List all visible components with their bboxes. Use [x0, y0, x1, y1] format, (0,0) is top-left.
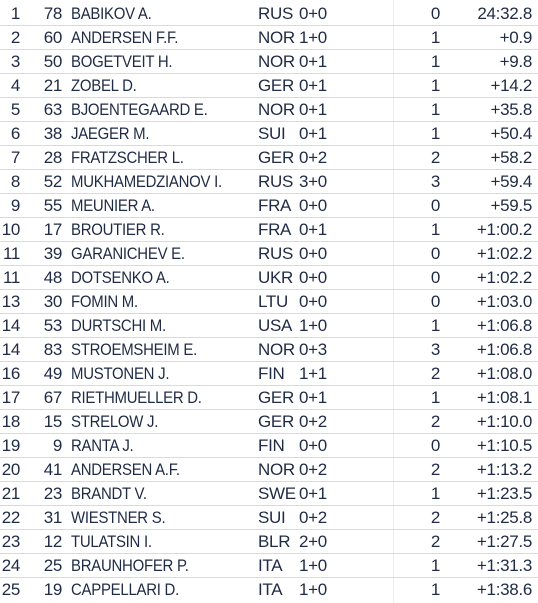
penalty-count: 1	[430, 52, 440, 71]
finish-time: +58.2	[490, 148, 532, 167]
finish-time: +50.4	[490, 124, 532, 143]
athlete-name: BABIKOV A.	[71, 4, 152, 23]
athlete-name: RIETHMUELLER D.	[71, 388, 202, 407]
bib-cell: 39	[43, 244, 62, 263]
nation-code: GER	[258, 148, 294, 167]
nation-code: GER	[258, 388, 294, 407]
finish-time: +59.4	[490, 172, 532, 191]
finish-time: +0.9	[499, 28, 532, 47]
shooting-score: 0+1	[299, 52, 327, 71]
bib-cell: 49	[43, 364, 62, 383]
rank-cell: 17	[1, 388, 20, 407]
rank-cell: 5	[10, 100, 20, 119]
penalty-count: 2	[430, 508, 440, 527]
shooting-score: 0+2	[299, 412, 327, 431]
table-row	[0, 410, 538, 434]
shooting-score: 0+3	[299, 340, 327, 359]
penalty-count: 0	[430, 292, 440, 311]
nation-code: RUS	[258, 244, 293, 263]
bib-cell: 52	[43, 172, 62, 191]
nation-code: NOR	[258, 340, 295, 359]
table-row	[0, 2, 538, 26]
shooting-score: 0+1	[299, 220, 327, 239]
penalty-count: 1	[430, 484, 440, 503]
shooting-score: 0+1	[299, 124, 327, 143]
shooting-score: 0+1	[299, 76, 327, 95]
table-row	[0, 122, 538, 146]
finish-time: +1:38.6	[476, 580, 532, 599]
finish-time: +1:02.2	[476, 244, 532, 263]
rank-cell: 8	[10, 172, 20, 191]
nation-code: BLR	[258, 532, 291, 551]
bib-cell: 67	[43, 388, 62, 407]
shooting-score: 0+0	[299, 292, 327, 311]
bib-cell: 15	[43, 412, 62, 431]
athlete-name: GARANICHEV E.	[71, 244, 185, 263]
rank-cell: 22	[1, 508, 20, 527]
bib-cell: 55	[43, 196, 62, 215]
rank-cell: 21	[1, 484, 20, 503]
table-row	[0, 458, 538, 482]
penalty-count: 3	[430, 340, 440, 359]
finish-time: +1:23.5	[476, 484, 532, 503]
table-row	[0, 554, 538, 578]
nation-code: NOR	[258, 100, 295, 119]
table-row	[0, 578, 538, 602]
bib-cell: 48	[43, 268, 62, 287]
penalty-count: 2	[430, 412, 440, 431]
bib-cell: 17	[43, 220, 62, 239]
shooting-score: 2+0	[299, 532, 327, 551]
rank-cell: 16	[1, 364, 20, 383]
table-row	[0, 314, 538, 338]
athlete-name: MEUNIER A.	[71, 196, 155, 215]
penalty-count: 2	[430, 148, 440, 167]
nation-code: FIN	[258, 436, 285, 455]
athlete-name: DOTSENKO A.	[71, 268, 170, 287]
nation-code: SUI	[258, 508, 286, 527]
finish-time: +1:13.2	[476, 460, 532, 479]
shooting-score: 0+0	[299, 4, 327, 23]
table-row	[0, 26, 538, 50]
bib-cell: 28	[43, 148, 62, 167]
rank-cell: 6	[10, 124, 20, 143]
athlete-name: JAEGER M.	[71, 124, 150, 143]
finish-time: +1:10.0	[476, 412, 532, 431]
nation-code: ITA	[258, 580, 283, 599]
shooting-score: 1+0	[299, 316, 327, 335]
nation-code: RUS	[258, 172, 293, 191]
shooting-score: 0+2	[299, 460, 327, 479]
rank-cell: 13	[1, 292, 20, 311]
bib-cell: 50	[43, 52, 62, 71]
nation-code: FRA	[258, 220, 292, 239]
rank-cell: 10	[1, 220, 20, 239]
finish-time: 24:32.8	[477, 4, 532, 23]
nation-code: UKR	[258, 268, 293, 287]
athlete-name: STROEMSHEIM E.	[71, 340, 197, 359]
penalty-count: 3	[430, 172, 440, 191]
bib-cell: 30	[43, 292, 62, 311]
penalty-count: 0	[430, 244, 440, 263]
bib-cell: 38	[43, 124, 62, 143]
table-row	[0, 362, 538, 386]
bib-cell: 83	[43, 340, 62, 359]
penalty-count: 1	[430, 220, 440, 239]
nation-code: SWE	[258, 484, 296, 503]
shooting-score: 0+1	[299, 388, 327, 407]
nation-code: NOR	[258, 28, 295, 47]
shooting-score: 0+0	[299, 196, 327, 215]
rank-cell: 20	[1, 460, 20, 479]
finish-time: +1:02.2	[476, 268, 532, 287]
athlete-name: BROUTIER R.	[71, 220, 165, 239]
shooting-score: 0+0	[299, 244, 327, 263]
bib-cell: 12	[43, 532, 62, 551]
results-table	[0, 2, 538, 602]
rank-cell: 11	[2, 244, 20, 263]
penalty-count: 2	[430, 532, 440, 551]
penalty-count: 2	[430, 364, 440, 383]
finish-time: +1:00.2	[476, 220, 532, 239]
finish-time: +14.2	[490, 76, 532, 95]
shooting-score: 0+1	[299, 100, 327, 119]
shooting-score: 3+0	[299, 172, 327, 191]
finish-time: +9.8	[499, 52, 532, 71]
nation-code: FRA	[258, 196, 292, 215]
finish-time: +1:08.1	[476, 388, 532, 407]
rank-cell: 14	[1, 316, 20, 335]
finish-time: +1:31.3	[476, 556, 532, 575]
nation-code: NOR	[258, 460, 295, 479]
rank-cell: 4	[10, 76, 20, 95]
rank-cell: 9	[10, 196, 20, 215]
table-row	[0, 386, 538, 410]
bib-cell: 53	[43, 316, 62, 335]
bib-cell: 19	[43, 580, 62, 599]
athlete-name: ANDERSEN F.F.	[71, 28, 179, 47]
penalty-count: 1	[430, 124, 440, 143]
nation-code: NOR	[258, 52, 295, 71]
nation-code: SUI	[258, 124, 286, 143]
finish-time: +59.5	[490, 196, 532, 215]
table-row	[0, 50, 538, 74]
athlete-name: BRAUNHOFER P.	[71, 556, 189, 575]
table-row	[0, 74, 538, 98]
athlete-name: WIESTNER S.	[71, 508, 166, 527]
table-row	[0, 242, 538, 266]
finish-time: +35.8	[490, 100, 532, 119]
table-row	[0, 218, 538, 242]
penalty-count: 1	[430, 76, 440, 95]
bib-cell: 63	[43, 100, 62, 119]
shooting-score: 0+1	[299, 484, 327, 503]
table-row	[0, 482, 538, 506]
bib-cell: 21	[43, 76, 62, 95]
bib-cell: 31	[43, 508, 62, 527]
table-row	[0, 266, 538, 290]
table-row	[0, 194, 538, 218]
athlete-name: MUKHAMEDZIANOV I.	[71, 172, 222, 191]
nation-code: RUS	[258, 4, 293, 23]
rank-cell: 19	[1, 436, 20, 455]
penalty-count: 0	[430, 4, 440, 23]
nation-code: ITA	[258, 556, 283, 575]
penalty-count: 1	[430, 388, 440, 407]
table-row	[0, 506, 538, 530]
athlete-name: TULATSIN I.	[71, 532, 152, 551]
penalty-count: 0	[430, 196, 440, 215]
penalty-count: 1	[430, 580, 440, 599]
rank-cell: 7	[10, 148, 20, 167]
shooting-score: 1+0	[299, 556, 327, 575]
bib-cell: 60	[43, 28, 62, 47]
bib-cell: 23	[43, 484, 62, 503]
table-row	[0, 290, 538, 314]
rank-cell: 3	[10, 52, 20, 71]
athlete-name: ZOBEL D.	[71, 76, 137, 95]
nation-code: FIN	[258, 364, 285, 383]
bib-cell: 78	[43, 4, 62, 23]
table-row	[0, 170, 538, 194]
shooting-score: 0+2	[299, 508, 327, 527]
penalty-count: 1	[430, 28, 440, 47]
nation-code: LTU	[258, 292, 288, 311]
penalty-count: 2	[430, 460, 440, 479]
nation-code: GER	[258, 412, 294, 431]
penalty-count: 0	[430, 436, 440, 455]
bib-cell: 41	[43, 460, 62, 479]
table-row	[0, 530, 538, 554]
finish-time: +1:08.0	[476, 364, 532, 383]
athlete-name: FOMIN M.	[71, 292, 138, 311]
shooting-score: 0+0	[299, 436, 327, 455]
finish-time: +1:06.8	[476, 340, 532, 359]
athlete-name: STRELOW J.	[71, 412, 159, 431]
nation-code: USA	[258, 316, 293, 335]
shooting-score: 0+2	[299, 148, 327, 167]
athlete-name: BOGETVEIT H.	[71, 52, 173, 71]
athlete-name: RANTA J.	[71, 436, 134, 455]
rank-cell: 18	[1, 412, 20, 431]
athlete-name: BRANDT V.	[71, 484, 147, 503]
finish-time: +1:03.0	[476, 292, 532, 311]
finish-time: +1:25.8	[476, 508, 532, 527]
penalty-count: 1	[430, 316, 440, 335]
rank-cell: 23	[1, 532, 20, 551]
bib-cell: 9	[52, 436, 62, 455]
shooting-score: 0+0	[299, 268, 327, 287]
table-row	[0, 338, 538, 362]
rank-cell: 1	[10, 4, 20, 23]
table-row	[0, 434, 538, 458]
rank-cell: 14	[1, 340, 20, 359]
table-row	[0, 146, 538, 170]
shooting-score: 1+0	[299, 580, 327, 599]
table-row	[0, 98, 538, 122]
penalty-count: 1	[430, 556, 440, 575]
penalty-count: 1	[430, 100, 440, 119]
rank-cell: 11	[2, 268, 20, 287]
finish-time: +1:06.8	[476, 316, 532, 335]
athlete-name: BJOENTEGAARD E.	[71, 100, 208, 119]
athlete-name: DURTSCHI M.	[71, 316, 166, 335]
shooting-score: 1+0	[299, 28, 327, 47]
shooting-score: 1+1	[299, 364, 327, 383]
rank-cell: 2	[10, 28, 20, 47]
rank-cell: 24	[1, 556, 20, 575]
rank-cell: 25	[1, 580, 20, 599]
athlete-name: CAPPELLARI D.	[71, 580, 179, 599]
bib-cell: 25	[43, 556, 62, 575]
athlete-name: MUSTONEN J.	[71, 364, 170, 383]
athlete-name: FRATZSCHER L.	[71, 148, 184, 167]
athlete-name: ANDERSEN A.F.	[71, 460, 180, 479]
finish-time: +1:10.5	[476, 436, 532, 455]
penalty-count: 0	[430, 268, 440, 287]
finish-time: +1:27.5	[476, 532, 532, 551]
nation-code: GER	[258, 76, 294, 95]
